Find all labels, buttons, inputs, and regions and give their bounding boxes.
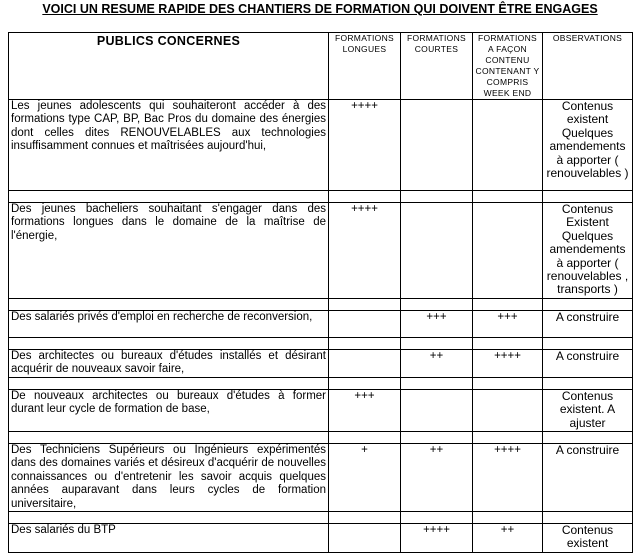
table-row [9,350,633,378]
public-cell: De nouveaux architectes ou bureaux d'études à former durant leur cycle de formation de base, [9,390,329,432]
observations-cell: A construire [543,311,633,338]
facon-cell [473,390,543,432]
longues-cell: ++++ [329,100,401,191]
empty-cell [543,191,633,203]
empty-cell [401,299,473,311]
spacer-row [9,432,633,444]
empty-cell [329,338,401,350]
header-publics: PUBLICS CONCERNES [9,33,329,100]
empty-cell [329,191,401,203]
courtes-cell: ++++ [401,524,473,553]
courtes-cell [401,100,473,191]
public-cell: Des Techniciens Supérieurs ou Ingénieurs expérimentés dans des domaines variés et désireux d'acquérir de nouvelles connaissances ou d'entretenir les savoir acquis quelques années auparavant dans leurs cycles de formation universitaire, [9,444,329,512]
header-facon: FORMATIONS A FAÇON CONTENU CONTENANT Y COMPRIS WEEK END [473,33,543,100]
courtes-cell [401,203,473,299]
empty-cell [9,432,329,444]
observations-cell: Contenus existent. A ajuster [543,390,633,432]
public-cell: Des jeunes bacheliers souhaitant s'engager dans des formations longues dans le domaine de la maîtrise de l'énergie, [9,203,329,299]
empty-cell [473,432,543,444]
empty-cell [329,432,401,444]
courtes-cell: ++ [401,444,473,512]
empty-cell [473,378,543,390]
empty-cell [401,378,473,390]
courtes-cell [401,390,473,432]
spacer-row [9,338,633,350]
longues-cell: ++++ [329,203,401,299]
empty-cell [543,338,633,350]
public-cell: Des architectes ou bureaux d'études installés et désirant acquérir de nouveaux savoir faire, [9,350,329,378]
longues-cell [329,350,401,378]
facon-cell: ++++ [473,350,543,378]
training-table [8,32,633,553]
header-longues: FORMATIONS LONGUES [329,33,401,100]
facon-cell [473,203,543,299]
empty-cell [473,299,543,311]
observations-cell: A construire [543,444,633,512]
empty-cell [9,191,329,203]
longues-cell [329,524,401,553]
empty-cell [543,432,633,444]
empty-cell [401,191,473,203]
spacer-row [9,299,633,311]
table-row [9,203,633,299]
empty-cell [543,299,633,311]
courtes-cell: +++ [401,311,473,338]
empty-cell [543,512,633,524]
empty-cell [543,378,633,390]
empty-cell [9,299,329,311]
observations-cell: Contenus Existent Quelques amendements à apporter ( renouvelables , transports ) [543,203,633,299]
table-row [9,524,633,553]
longues-cell: + [329,444,401,512]
page-title: VOICI UN RESUME RAPIDE DES CHANTIERS DE FORMATION QUI DOIVENT ÊTRE ENGAGES [42,2,598,16]
header-row [9,33,633,100]
facon-cell: ++ [473,524,543,553]
facon-cell [473,100,543,191]
header-observations: OBSERVATIONS [543,33,633,100]
empty-cell [401,512,473,524]
observations-cell: Contenus existent [543,524,633,553]
empty-cell [473,191,543,203]
table-row [9,311,633,338]
empty-cell [473,338,543,350]
longues-cell: +++ [329,390,401,432]
empty-cell [9,378,329,390]
empty-cell [401,338,473,350]
courtes-cell: ++ [401,350,473,378]
table-row [9,390,633,432]
observations-cell: Contenus existent Quelques amendements à apporter ( renouvelables ) [543,100,633,191]
empty-cell [329,512,401,524]
empty-cell [9,512,329,524]
table-row [9,444,633,512]
public-cell: Des salariés du BTP [9,524,329,553]
spacer-row [9,378,633,390]
public-cell: Les jeunes adolescents qui souhaiteront accéder à des formations type CAP, BP, Bac Pros du domaine des énergies dont celles dites RENOUVELABLES aux technologies insuffisamment connues et maîtrisées aujourd'hui, [9,100,329,191]
public-cell: Des salariés privés d'emploi en recherche de reconversion, [9,311,329,338]
header-courtes: FORMATIONS COURTES [401,33,473,100]
facon-cell: ++++ [473,444,543,512]
spacer-row [9,512,633,524]
empty-cell [473,512,543,524]
observations-cell: A construire [543,350,633,378]
empty-cell [401,432,473,444]
facon-cell: +++ [473,311,543,338]
empty-cell [9,338,329,350]
empty-cell [329,299,401,311]
table-row [9,100,633,191]
empty-cell [329,378,401,390]
spacer-row [9,191,633,203]
longues-cell [329,311,401,338]
